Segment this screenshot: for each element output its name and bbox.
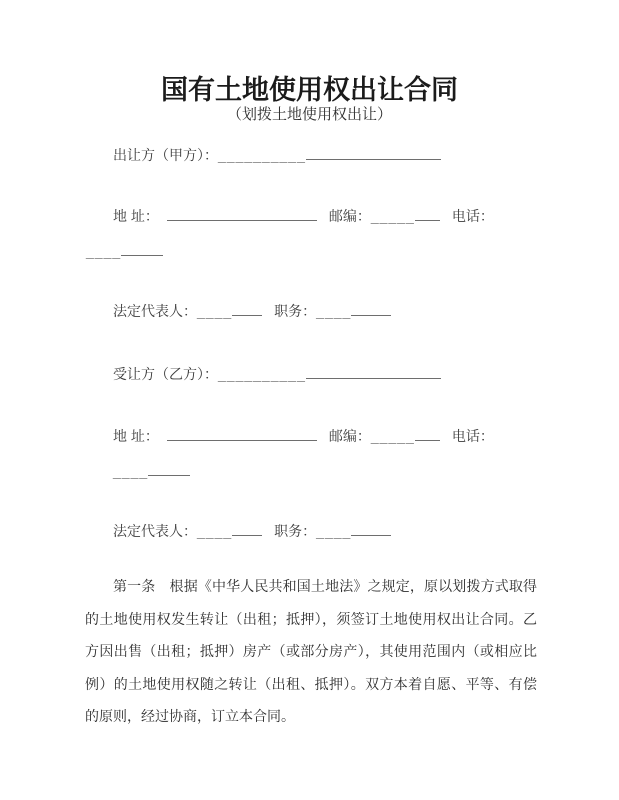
legal-rep-a-label: 法定代表人： xyxy=(113,303,197,319)
position-b-blank-dashes: ____ xyxy=(316,523,352,539)
field-row-party-b xyxy=(113,364,441,384)
party-a-blank-line xyxy=(306,145,441,160)
postcode-a-label: 邮编： xyxy=(328,208,371,224)
legal-rep-b-blank-dashes: ____ xyxy=(197,523,233,539)
field-row-address-b xyxy=(113,426,494,446)
position-b-label: 职务： xyxy=(274,523,317,539)
field-row-legal-rep-b xyxy=(113,521,391,541)
contract-title: 国有土地使用权出让合同 xyxy=(161,75,458,105)
field-row-phone-a-cont xyxy=(86,241,163,259)
address-a-blank-line xyxy=(167,206,317,221)
field-row-party-a xyxy=(113,145,441,165)
address-b-label: 地 址： xyxy=(113,428,159,444)
field-row-legal-rep-a xyxy=(113,301,391,321)
phone-a-label: 电话： xyxy=(451,208,494,224)
contract-subtitle: （划拨土地使用权出让） xyxy=(226,106,392,123)
address-a-label: 地 址： xyxy=(113,208,159,224)
postcode-b-label: 邮编： xyxy=(328,428,371,444)
position-a-blank-dashes: ____ xyxy=(316,303,352,319)
party-b-blank-line xyxy=(306,364,441,379)
phone-b-label: 电话： xyxy=(451,428,494,444)
legal-rep-b-blank-line xyxy=(232,521,262,536)
legal-rep-a-blank-line xyxy=(232,301,262,316)
party-a-blank-dashes: __________ xyxy=(218,147,306,163)
position-b-blank-line xyxy=(351,521,391,536)
position-a-label: 职务： xyxy=(274,303,317,319)
party-a-label: 出让方（甲方）： xyxy=(113,147,218,163)
phone-a-blank-line xyxy=(121,241,163,256)
legal-rep-a-blank-dashes: ____ xyxy=(197,303,233,319)
postcode-a-blank-line xyxy=(415,206,440,221)
phone-a-blank-dashes: ____ xyxy=(86,243,122,259)
postcode-b-blank-line xyxy=(415,426,440,441)
legal-rep-b-label: 法定代表人： xyxy=(113,523,197,539)
party-b-blank-dashes: __________ xyxy=(218,366,306,382)
field-row-phone-b-cont xyxy=(113,461,190,479)
position-a-blank-line xyxy=(351,301,391,316)
party-b-label: 受让方（乙方）： xyxy=(113,366,218,382)
field-row-address-a xyxy=(113,206,494,226)
address-b-blank-line xyxy=(167,426,317,441)
clause-1-paragraph: 第一条 根据《中华人民共和国土地法》之规定，原以划拨方式取得的土地使用权发生转让（出租；抵押），须签订土地使用权出让合同。乙方因出售（出租；抵押）房产（或部分房产），其使用范围内（或相应比例）的土地使用权随之转让（出租、抵押）。双方本着自愿、平等、有偿的原则，经过协商，订立本合同。 xyxy=(85,578,537,724)
postcode-b-blank-dashes: _____ xyxy=(370,428,415,444)
phone-b-blank-dashes: ____ xyxy=(113,463,149,479)
phone-b-blank-line xyxy=(148,461,190,476)
postcode-a-blank-dashes: _____ xyxy=(370,208,415,224)
